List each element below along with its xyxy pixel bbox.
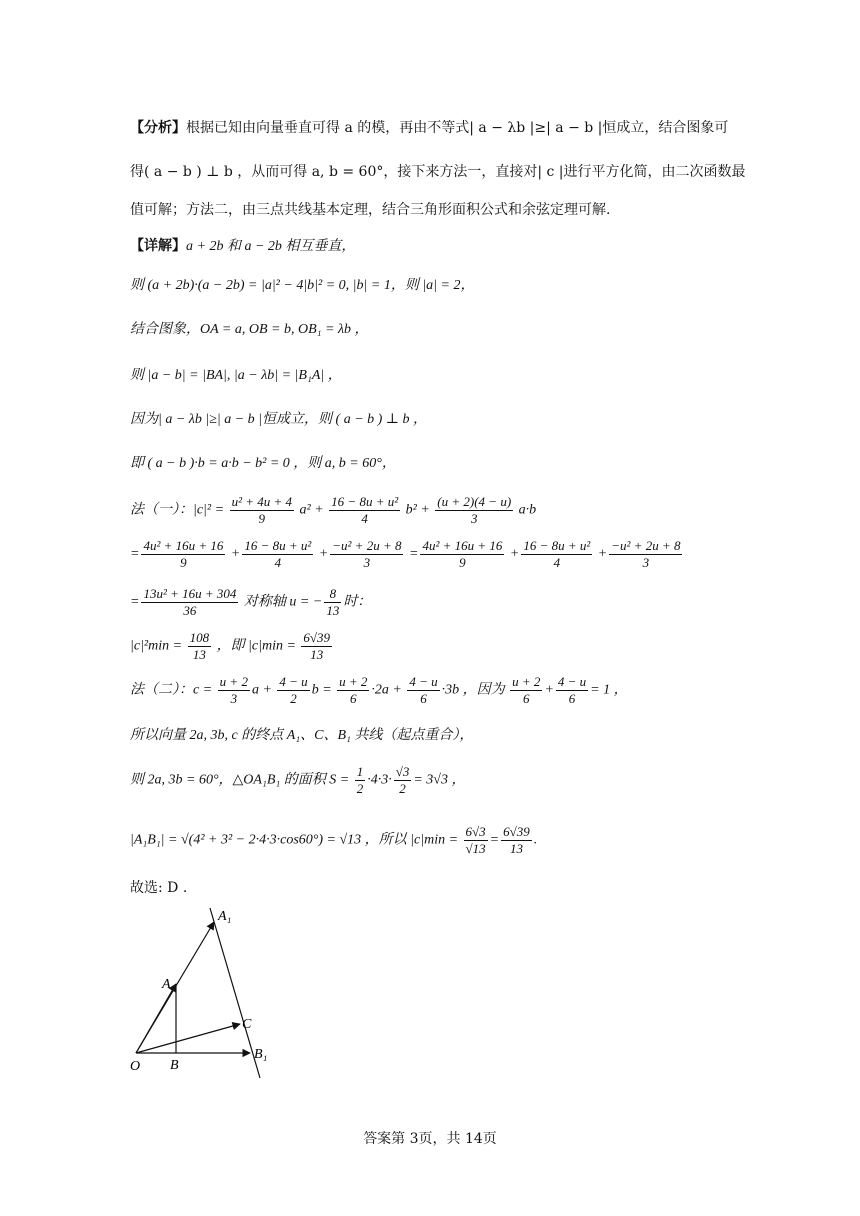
method2-line-1: 法（二）：c = $\frac{u + 2}{3}$ a + $\frac{4 - u}{2}$ b = $\frac{u + 2}{6}$ ·2a + $\frac{4 - u}{6}$ ·3b ，因为 $\frac{u + 2}{6}$ + $\frac{4 - u}{6}$ = 1 ，: [130, 674, 628, 706]
analysis-label: 【分析】: [130, 120, 186, 136]
detail-line-1: [130, 236, 355, 257]
term: b =: [311, 682, 332, 698]
fraction-numerator: 4 − u: [279, 674, 308, 689]
method1-line-3: = $\frac{\text{13u² + 16u + 304}}{36}$ 对称轴 u = − $\frac{8}{13}$ 时：: [130, 586, 372, 618]
detail-line-3: 结合图象，OA = a, OB = b, OB₁ = λb ，: [130, 322, 369, 337]
fraction-denominator: 2: [399, 781, 406, 796]
fraction: [464, 824, 488, 857]
fraction-numerator: 16 − 8u + u²: [244, 538, 312, 553]
vector-oc: [136, 1024, 240, 1053]
method1-line-2: = $\frac{\text{4u² + 16u + 16}}{9}$ + $\frac{\text{16 − 8u + u²}}{4}$ + $\frac{\text{−u² + 2u + 8}}{3}$ = $\frac{\text{4u² + 16u + 16}}{9}$ + $\frac{\text{16 − 8u + u²}}{4}$ + $\frac{\text{−u² + 2u + 8}}{3}$: [130, 538, 681, 570]
fraction-denominator: 6: [420, 691, 427, 706]
answer-line: 故选: D .: [130, 880, 188, 896]
method2-line-3: [130, 764, 466, 797]
fraction: [556, 674, 588, 707]
detail-line-6: 即 ( a − b )·b = a·b − b² = 0 ，则 a, b = 60°，: [130, 456, 396, 471]
fraction-numerator: u² + 4u + 4: [231, 494, 293, 509]
fraction-denominator: 3: [470, 511, 478, 526]
analysis-line-1: [130, 118, 728, 138]
fraction: [301, 630, 332, 663]
vector-oa: [136, 984, 176, 1053]
term: a +: [251, 682, 272, 698]
label-b1: B₁: [254, 1047, 268, 1062]
detail-line-5: 因为| a − λb |≥| a − b |恒成立，则 ( a − b ) ⊥ b ，: [130, 412, 427, 427]
label-o: O: [130, 1059, 141, 1074]
fraction-denominator: 9: [459, 555, 466, 570]
detail-line-4: 则 |a − b| = |BA|, |a − λb| = |B₁A| ，: [130, 368, 342, 383]
fraction-numerator: 108: [189, 630, 210, 645]
fraction: [337, 674, 369, 707]
vector-figure: [120, 900, 290, 1080]
fraction-denominator: 13: [509, 841, 523, 856]
fraction-numerator: −u² + 2u + 8: [611, 538, 681, 553]
fraction-denominator: 4: [361, 511, 368, 526]
fraction: [420, 538, 504, 571]
fraction-numerator: 6√3: [465, 824, 486, 839]
term: ·2a +: [371, 682, 402, 698]
fraction: [435, 494, 513, 527]
fraction-numerator: 6√39: [503, 824, 530, 839]
term: .: [533, 832, 538, 848]
fraction-numerator: 4 − u: [409, 674, 438, 689]
fraction: [501, 824, 532, 857]
fraction-numerator: u + 2: [219, 674, 248, 689]
term: |c|²min =: [130, 638, 183, 654]
fraction-numerator: 13u² + 16u + 304: [143, 586, 237, 601]
fraction-numerator: 4u² + 16u + 16: [422, 538, 503, 553]
fraction-numerator: (u + 2)(4 − u): [437, 494, 512, 509]
fraction: [329, 494, 400, 527]
fraction: [510, 674, 542, 707]
fraction-denominator: 4: [274, 555, 282, 570]
term: |A₁B₁| = √(4² + 3² − 2·4·3·cos60°) = √13 ，所以 |c|min =: [130, 832, 459, 848]
fraction-denominator: 2: [290, 691, 297, 706]
fraction-numerator: √3: [395, 764, 410, 779]
fraction-numerator: 4u² + 16u + 16: [143, 538, 224, 553]
fraction: [324, 586, 341, 619]
fraction-denominator: 36: [183, 603, 197, 618]
fraction-denominator: 3: [230, 691, 238, 706]
analysis-line-3: 值可解；方法二，由三点共线基本定理，结合三角形面积公式和余弦定理可解.: [130, 202, 611, 218]
label-b: B: [170, 1058, 179, 1073]
fraction-denominator: 13: [192, 647, 206, 662]
term: 法（二）：c =: [130, 682, 213, 698]
detail-line-2: 则 (a + 2b)·(a − 2b) = |a|² − 4|b|² = 0, |b| = 1，则 |a| = 2，: [130, 278, 475, 293]
fraction: [609, 538, 682, 571]
fraction-numerator: u + 2: [339, 674, 368, 689]
fraction-denominator: 4: [553, 555, 561, 570]
fraction-numerator: 16 − 8u + u²: [523, 538, 591, 553]
fraction-numerator: 16 − 8u + u²: [331, 494, 399, 509]
term: 时：: [343, 594, 372, 610]
fraction-denominator: 9: [258, 511, 266, 526]
fraction: [394, 764, 412, 797]
detail-label: 【详解】: [130, 238, 186, 254]
method1-line-1: [130, 494, 536, 527]
page-footer: 答案第 3页，共 14页: [363, 1131, 497, 1147]
fraction-denominator: 3: [363, 555, 371, 570]
label-a: A: [162, 977, 171, 992]
detail-text-1: a + 2b 和 a − 2b 相互垂直，: [186, 239, 356, 254]
axis-text: 对称轴 u = −: [243, 594, 323, 610]
fraction: [277, 674, 309, 707]
fraction-numerator: 4 − u: [557, 674, 587, 689]
fraction-denominator: 6: [350, 691, 357, 706]
term: ，即 |c|min =: [216, 638, 296, 654]
term: a² +: [299, 502, 324, 518]
fraction: [218, 674, 250, 707]
fraction: [355, 764, 366, 797]
fraction-numerator: 1: [356, 764, 364, 779]
fraction-denominator: 6: [568, 691, 576, 706]
fraction-numerator: −u² + 2u + 8: [332, 538, 402, 553]
term: = 3√3 ，: [413, 772, 466, 788]
analysis-text-1: 根据已知由向量垂直可得 a 的模，再由不等式| a − λb |≥| a − b |恒成立，结合图象可: [186, 120, 729, 136]
label-a1: A₁: [218, 909, 232, 924]
fraction: [230, 494, 294, 527]
term: b² +: [405, 502, 430, 518]
method2-line-4: |A₁B₁| = √(4² + 3² − 2·4·3·cos60°) = √13 ，所以 |c|min = $\frac{6√3}{√13}$ = $\frac{6√39}{13}$ .: [130, 824, 538, 856]
fraction-denominator: 6: [523, 691, 530, 706]
fraction: [330, 538, 403, 571]
fraction: [141, 538, 225, 571]
term: ·3b ，因为: [441, 682, 505, 698]
fraction-numerator: 8: [324, 586, 341, 603]
fraction: [521, 538, 592, 571]
method1-line-4: [130, 630, 334, 663]
fraction: [141, 586, 238, 619]
fraction-numerator: u + 2: [512, 674, 541, 689]
fraction: [407, 674, 439, 707]
method1-prefix: 法（一）：|c|² =: [130, 502, 225, 518]
term: = 1 ，: [590, 682, 628, 698]
fraction-numerator: 6√39: [303, 630, 331, 645]
term: ·4·3·: [367, 772, 392, 788]
label-c: C: [242, 1017, 252, 1032]
analysis-line-2: 得( a − b ) ⊥ b ，从而可得 a, b = 60°，接下来方法一，直接对| c |进行平方化简，由二次函数最: [130, 164, 746, 180]
fraction: [242, 538, 313, 571]
method2-line-2: 所以向量 2a, 3b, c 的终点 A₁、C、B₁ 共线（起点重合），: [130, 728, 474, 743]
fraction-denominator: 13: [310, 647, 324, 662]
fraction-denominator: 3: [642, 555, 650, 570]
fraction-denominator: √13: [465, 841, 486, 856]
fraction-denominator: 9: [180, 555, 187, 570]
fraction: [188, 630, 212, 663]
fraction-denominator: 2: [356, 781, 364, 796]
term: a·b: [518, 502, 537, 518]
fraction-denominator: 13: [326, 603, 340, 618]
term: 则 2a, 3b = 60°，△OA₁B₁ 的面积 S =: [130, 772, 350, 788]
